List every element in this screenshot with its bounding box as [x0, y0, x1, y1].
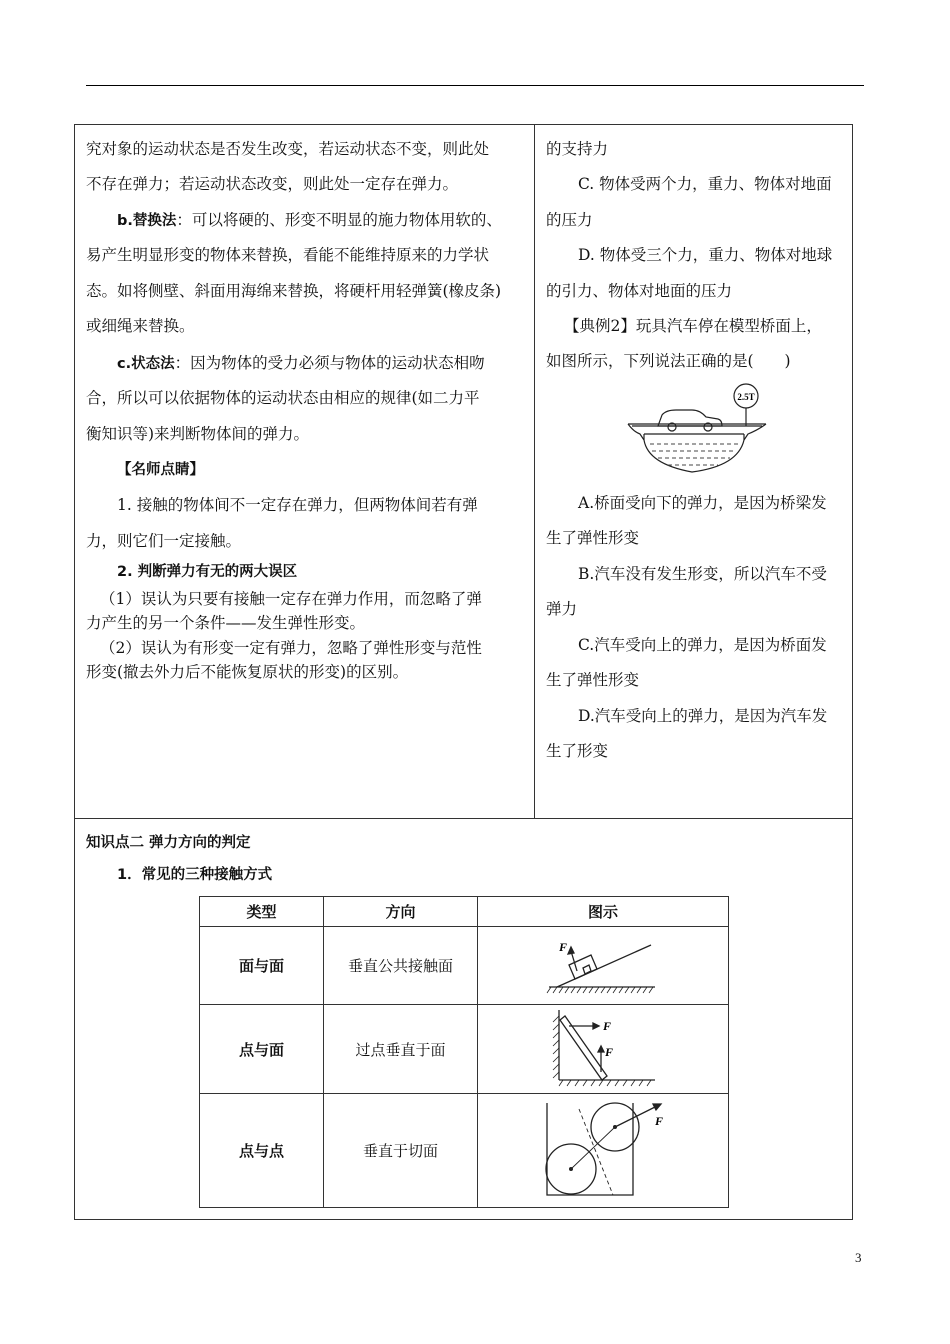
bridge-car-figure [620, 382, 770, 480]
text-line: 不存在弹力；若运动状态改变，则此处一定存在弹力。 [86, 175, 459, 193]
header-direction: 方向 [324, 897, 478, 927]
option-a: A.桥面受向下的弹力，是因为桥梁发 [578, 494, 827, 512]
force-label: F [603, 1019, 612, 1033]
text-line: 或细绳来替换。 [86, 317, 195, 335]
text-line: 弹力 [546, 600, 578, 618]
page-number: 3 [855, 1250, 862, 1265]
text-line: ：因为物体的受力必须与物体的运动状态相吻 [174, 354, 485, 372]
force-label: F [605, 1045, 614, 1059]
force-label: F [655, 1113, 664, 1128]
cell-diagram [478, 927, 729, 1005]
text-line: 易产生明显形变的物体来替换，看能不能维持原来的力学状 [86, 246, 490, 264]
example-2-title: 【典例2】玩具汽车停在模型桥面上， [564, 317, 822, 335]
table-row [200, 927, 729, 1005]
force-label: F [559, 939, 568, 954]
cell-direction: 垂直于切面 [324, 1094, 478, 1208]
table-row [200, 1094, 729, 1208]
tip2-title: 2. 判断弹力有无的两大误区 [117, 564, 298, 580]
text-line: 生了弹性形变 [546, 529, 640, 547]
cell-direction: 过点垂直于面 [324, 1005, 478, 1094]
weight-sign: 2.5T [737, 392, 755, 402]
table-row [200, 1005, 729, 1094]
text-line: ：可以将硬的、形变不明显的施力物体用软的、 [176, 211, 502, 229]
cell-type: 面与面 [200, 927, 324, 1005]
text-line: 力产生的另一个条件——发生弹性形变。 [86, 614, 366, 632]
option-d: D.汽车受向上的弹力，是因为汽车发 [578, 707, 828, 725]
paragraph-c [117, 346, 485, 382]
section-title: 知识点二 弹力方向的判定 [86, 835, 251, 851]
cell-diagram [478, 1005, 729, 1094]
method-c-label: c.状态法 [117, 356, 175, 372]
header-type: 类型 [200, 897, 324, 927]
text-line: 1. 接触的物体间不一定存在弹力，但两物体间若有弹 [117, 496, 478, 514]
text-line: （2）误认为有形变一定有弹力，忽略了弹性形变与范性 [100, 639, 482, 657]
text-line: 的支持力 [546, 140, 609, 158]
cell-type: 点与点 [200, 1094, 324, 1208]
paragraph-b [117, 203, 502, 239]
text-line: 的引力、物体对地面的压力 [546, 282, 733, 300]
table-header-row [200, 897, 729, 927]
text-line: 力，则它们一定接触。 [86, 532, 242, 550]
text-line: 生了形变 [546, 742, 609, 760]
text-line: 合，所以可以依据物体的运动状态由相应的规律(如二力平 [86, 389, 480, 407]
option-c: C. 物体受两个力，重力、物体对地面 [578, 175, 832, 193]
contact-types-table [199, 896, 729, 1208]
text-line: 如图所示，下列说法正确的是( ) [546, 352, 791, 370]
header-diagram: 图示 [478, 897, 729, 927]
header-rule [86, 85, 864, 86]
text-line: 究对象的运动状态是否发生改变，若运动状态不变，则此处 [86, 140, 490, 158]
cell-diagram [478, 1094, 729, 1208]
point-point-diagram [533, 1097, 673, 1201]
tip-title: 【名师点睛】 [117, 462, 204, 478]
text-line: 生了弹性形变 [546, 671, 640, 689]
section-subtitle: 1．常见的三种接触方式 [117, 867, 273, 883]
option-d: D. 物体受三个力，重力、物体对地球 [578, 246, 833, 264]
point-face-diagram [543, 1006, 663, 1088]
text-line: 态。如将侧壁、斜面用海绵来替换，将硬杆用轻弹簧(橡皮条) [86, 282, 502, 300]
option-b: B.汽车没有发生形变，所以汽车不受 [578, 565, 827, 583]
option-c: C.汽车受向上的弹力，是因为桥面发 [578, 636, 827, 654]
text-line: 的压力 [546, 211, 593, 229]
text-line: 形变(撤去外力后不能恢复原状的形变)的区别。 [86, 663, 409, 681]
cell-type: 点与面 [200, 1005, 324, 1094]
method-b-label: b.替换法 [117, 213, 177, 229]
cell-direction: 垂直公共接触面 [324, 927, 478, 1005]
face-face-diagram [543, 931, 663, 997]
text-line: 衡知识等)来判断物体间的弹力。 [86, 425, 310, 443]
text-line: （1）误认为只要有接触一定存在弹力作用，而忽略了弹 [100, 590, 482, 608]
